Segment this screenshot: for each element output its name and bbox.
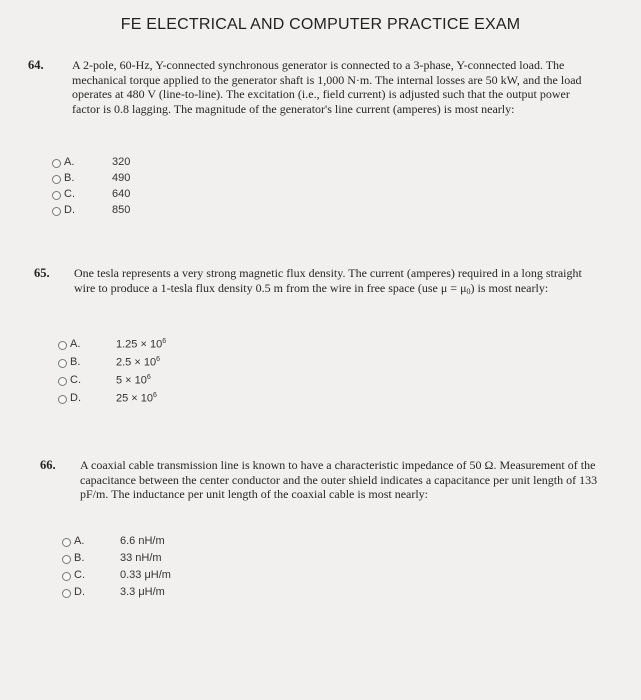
option-letter: A.	[70, 338, 81, 350]
option-mantissa: 5 × 10	[116, 374, 147, 387]
option-value: 320	[112, 156, 131, 168]
option-exponent: 6	[156, 356, 160, 363]
question-text: A 2-pole, 60-Hz, Y-connected synchronous generator is connected to a 3-phase, Y-connected load. The mechanical torque applied to the generator shaft is 1,000 N·m. The internal losses are 50 kW, and the load operates at 480 V (line-to-line). The excitation (i.e., field current) is adjusted such that the output power factor is 0.8 lagging. The magnitude of the generator's line current (amperes) is most nearly:	[72, 58, 582, 116]
option-letter: D.	[64, 204, 75, 216]
answer-options-66	[62, 535, 262, 603]
mu-subscript: 0	[466, 286, 471, 296]
radio-button[interactable]	[58, 359, 67, 368]
radio-button[interactable]	[62, 538, 71, 547]
option-letter: D.	[74, 586, 85, 598]
option-letter: C.	[64, 188, 75, 200]
option-letter: B.	[70, 356, 81, 368]
question-text	[74, 266, 594, 299]
question-number: 65.	[34, 266, 50, 280]
answer-option[interactable]	[62, 569, 262, 586]
radio-button[interactable]	[62, 572, 71, 581]
option-value: 640	[112, 188, 131, 200]
question-text: A coaxial cable transmission line is known to have a characteristic impedance of 50 Ω. Measurement of the capacitance between the center conductor and the outer shield indicates a capacitance per unit length of 133 pF/m. The inductance per unit length of the coaxial cable is most nearly:	[80, 458, 598, 502]
option-value: 3.3 μH/m	[120, 586, 165, 598]
answer-option[interactable]	[58, 356, 258, 374]
question-number: 64.	[28, 58, 44, 72]
radio-button[interactable]	[58, 341, 67, 350]
option-letter: B.	[74, 552, 85, 564]
answer-option[interactable]	[52, 156, 252, 172]
radio-button[interactable]	[62, 589, 71, 598]
option-letter: D.	[70, 392, 81, 404]
option-value	[116, 374, 151, 387]
option-value: 850	[112, 204, 131, 216]
option-value: 6.6 nH/m	[120, 535, 165, 547]
answer-option[interactable]	[62, 586, 262, 603]
option-mantissa: 25 × 10	[116, 392, 154, 405]
option-value	[116, 338, 166, 351]
question-64	[28, 58, 608, 148]
answer-option[interactable]	[58, 338, 258, 356]
option-exponent: 6	[162, 338, 167, 345]
answer-option[interactable]	[52, 172, 252, 188]
option-value: 490	[112, 172, 131, 184]
answer-options-65	[58, 338, 258, 410]
option-value: 0.33 μH/m	[120, 569, 171, 581]
answer-option[interactable]	[62, 552, 262, 569]
option-letter: C.	[70, 374, 81, 386]
question-66	[40, 458, 610, 520]
radio-button[interactable]	[58, 395, 67, 404]
answer-option[interactable]	[52, 188, 252, 204]
question-text-main: One tesla represents a very strong magnetic flux density. The current (amperes) required in a long straight wire to produce a 1-tesla flux density 0.5 m from the wire in free space (use μ = μ	[74, 266, 582, 295]
option-mantissa: 2.5 × 10	[116, 356, 157, 369]
radio-button[interactable]	[52, 191, 61, 200]
radio-button[interactable]	[58, 377, 67, 386]
answer-option[interactable]	[62, 535, 262, 552]
option-mantissa: 1.25 × 10	[116, 338, 163, 351]
answer-option[interactable]	[58, 374, 258, 392]
radio-button[interactable]	[52, 207, 61, 216]
answer-options-64	[52, 156, 252, 220]
option-letter: A.	[74, 535, 85, 547]
option-exponent: 6	[153, 392, 157, 399]
radio-button[interactable]	[62, 555, 71, 564]
option-value	[116, 356, 160, 369]
option-value: 33 nH/m	[120, 552, 162, 564]
answer-option[interactable]	[58, 392, 258, 410]
option-value	[116, 392, 157, 405]
answer-option[interactable]	[52, 204, 252, 220]
question-65	[34, 266, 604, 316]
exam-title: FE ELECTRICAL AND COMPUTER PRACTICE EXAM	[120, 16, 521, 33]
option-letter: C.	[74, 569, 85, 581]
radio-button[interactable]	[52, 159, 61, 168]
question-text-end: ) is most nearly:	[470, 280, 549, 295]
option-letter: A.	[64, 156, 75, 168]
option-exponent: 6	[146, 374, 151, 381]
radio-button[interactable]	[52, 175, 61, 184]
question-number: 66.	[40, 458, 56, 472]
option-letter: B.	[64, 172, 75, 184]
